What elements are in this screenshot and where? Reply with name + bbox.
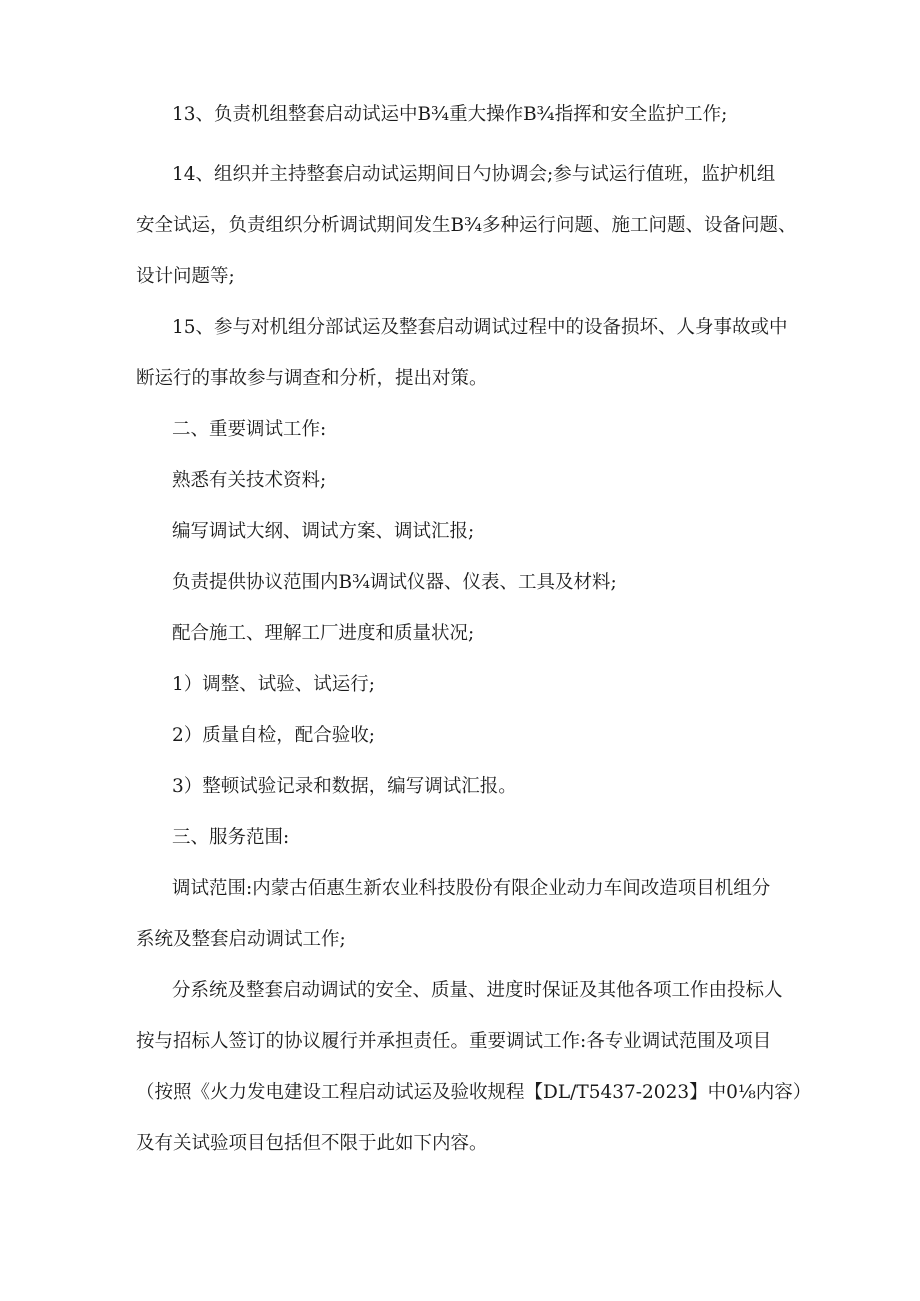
work-item-4: 配合施工、理解工厂进度和质量状况; [172, 623, 475, 644]
sub-item-3: 3）整顿试验记录和数据，编写调试汇报。 [172, 776, 517, 797]
paragraph-14-line-2: 安全试运，负责组织分析调试期间发生B¾多种运行问题、施工问题、设备问题、 [136, 215, 797, 236]
responsibility-paragraph-line-2: 按与招标人签订的协议履行并承担责任。重要调试工作:各专业调试范围及项目 [136, 1031, 772, 1052]
section-heading-3: 三、服务范围: [172, 827, 290, 848]
responsibility-paragraph-line-1: 分系统及整套启动调试的安全、质量、进度时保证及其他各项工作由投标人 [172, 980, 783, 1001]
section-heading-2: 二、重要调试工作: [172, 419, 327, 440]
paragraph-14-line-3: 设计问题等; [136, 266, 235, 287]
scope-paragraph-line-1: 调试范围:内蒙古佰惠生新农业科技股份有限企业动力车间改造项目机组分 [172, 878, 771, 899]
work-item-3: 负责提供协议范围内B¾调试仪器、仪表、工具及材料; [172, 572, 617, 593]
work-item-1: 熟悉有关技术资料; [172, 470, 327, 491]
paragraph-15-line-1: 15、参与对机组分部试运及整套启动调试过程中的设备损坏、人身事故或中 [172, 317, 788, 338]
responsibility-paragraph-line-4: 及有关试验项目包括但不限于此如下内容。 [136, 1133, 488, 1154]
paragraph-14-line-1: 14、组织并主持整套启动试运期间日勺协调会;参与试运行值班，监护机组 [172, 164, 776, 185]
sub-item-2: 2）质量自检，配合验收; [172, 725, 376, 746]
scope-paragraph-line-2: 系统及整套启动调试工作; [136, 929, 346, 950]
sub-item-1: 1）调整、试验、试运行; [172, 674, 376, 695]
responsibility-paragraph-line-3: （按照《火力发电建设工程启动试运及验收规程【DL/T5437-2023】中0⅛内容） [136, 1082, 812, 1103]
work-item-2: 编写调试大纲、调试方案、调试汇报; [172, 521, 475, 542]
paragraph-15-line-2: 断运行的事故参与调查和分析，提出对策。 [136, 368, 488, 389]
paragraph-13-line-1: 13、负责机组整套启动试运中B¾重大操作B¾指挥和安全监护工作; [172, 104, 728, 125]
